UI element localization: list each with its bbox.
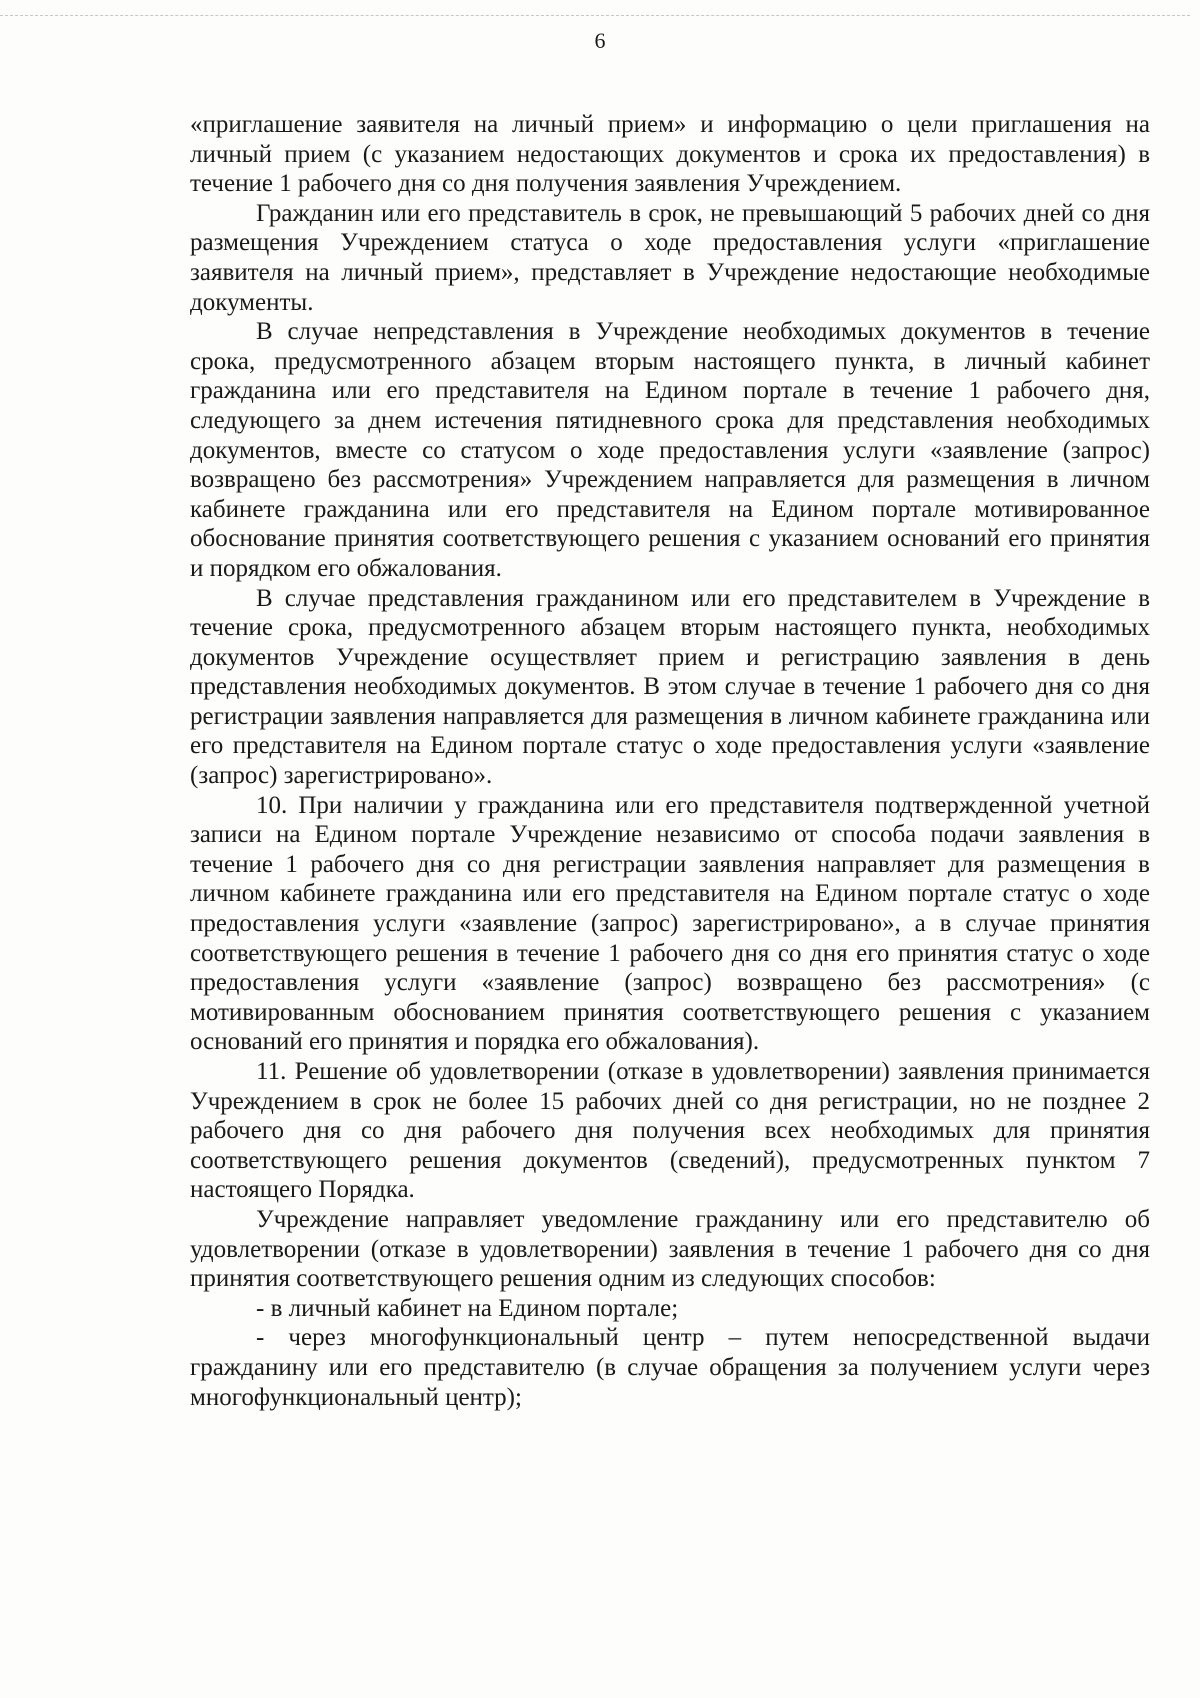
paragraph-item-11: 11. Решение об удовлетворении (отказе в удовлетворении) заявления принимается Учреждением в срок не более 15 рабочих дней со дня регистрации, но не позднее 2 рабочего дня со дня рабочего дня получения всех необходимых для принятия соответствующего решения документов (сведений), предусмотренных пунктом 7 настоящего Порядка. <box>190 1058 1150 1204</box>
paragraph-notification: Учреждение направляет уведомление гражданину или его представителю об удовлетворении (отказе в удовлетворении) заявления в течение 1 рабочего дня со дня принятия соответствующего решения одним из следующих способов: <box>190 1205 1150 1293</box>
paragraph-continuation: «приглашение заявителя на личный прием» и информацию о цели приглашения на личный прием (с указанием недостающих документов и срока их предоставления) в течение 1 рабочего дня со дня получения заявления Учреждением. <box>190 111 1150 198</box>
paragraph-submission: В случае представления гражданином или его представителем в Учреждение в течение срока, предусмотренного абзацем вторым настоящего пункта, необходимых документов Учреждение осуществляет прием и регистрацию заявления в день представления необходимых документов. В этом случае в течение 1 рабочего дня со дня регистрации заявления направляется для размещения в личном кабинете гражданина или его представителя на Едином портале статус о ходе предоставления услуги «заявление (запрос) зарегистрировано». <box>190 584 1150 790</box>
paragraph-deadline: Гражданин или его представитель в срок, не превышающий 5 рабочих дней со дня размещения Учреждением статуса о ходе предоставления услуги «приглашение заявителя на личный прием», представляет в Учреждение недостающие необходимые документы. <box>190 199 1150 316</box>
paragraph-non-submission: В случае непредставления в Учреждение необходимых документов в течение срока, предусмотренного абзацем вторым настоящего пункта, в личный кабинет гражданина или его представителя на Едином портале в течение 1 рабочего дня, следующего за днем истечения пятидневного срока для представления необходимых документов, вместе со статусом о ходе предоставления услуги «заявление (запрос) возвращено без рассмотрения» Учреждением направляется для размещения в личном кабинете гражданина или его представителя на Едином портале мотивированное обоснование принятия соответствующего решения с указанием оснований его принятия и порядком его обжалования. <box>190 318 1150 582</box>
page-number: 6 <box>594 28 606 53</box>
scan-top-edge <box>0 15 1190 16</box>
list-item-mfc: - через многофункциональный центр – путем непосредственной выдачи гражданину или его представителю (в случае обращения за получением услуги через многофункциональный центр); <box>190 1324 1150 1411</box>
paragraph-item-10: 10. При наличии у гражданина или его представителя подтвержденной учетной записи на Едином портале Учреждение независимо от способа подачи заявления в течение 1 рабочего дня со дня регистрации заявления направляет для размещения в личном кабинете гражданина или его представителя на Едином портале статус о ходе предоставления услуги «заявление (запрос) зарегистрировано», а в случае принятия соответствующего решения в течение 1 рабочего дня со дня его принятия статус о ходе предоставления услуги «заявление (запрос) возвращено без рассмотрения» (с мотивированным обоснованием принятия соответствующего решения с указанием оснований его принятия и порядка его обжалования). <box>190 791 1150 1056</box>
document-body <box>190 110 1150 1412</box>
list-item-portal: - в личный кабинет на Едином портале; <box>256 1294 679 1322</box>
